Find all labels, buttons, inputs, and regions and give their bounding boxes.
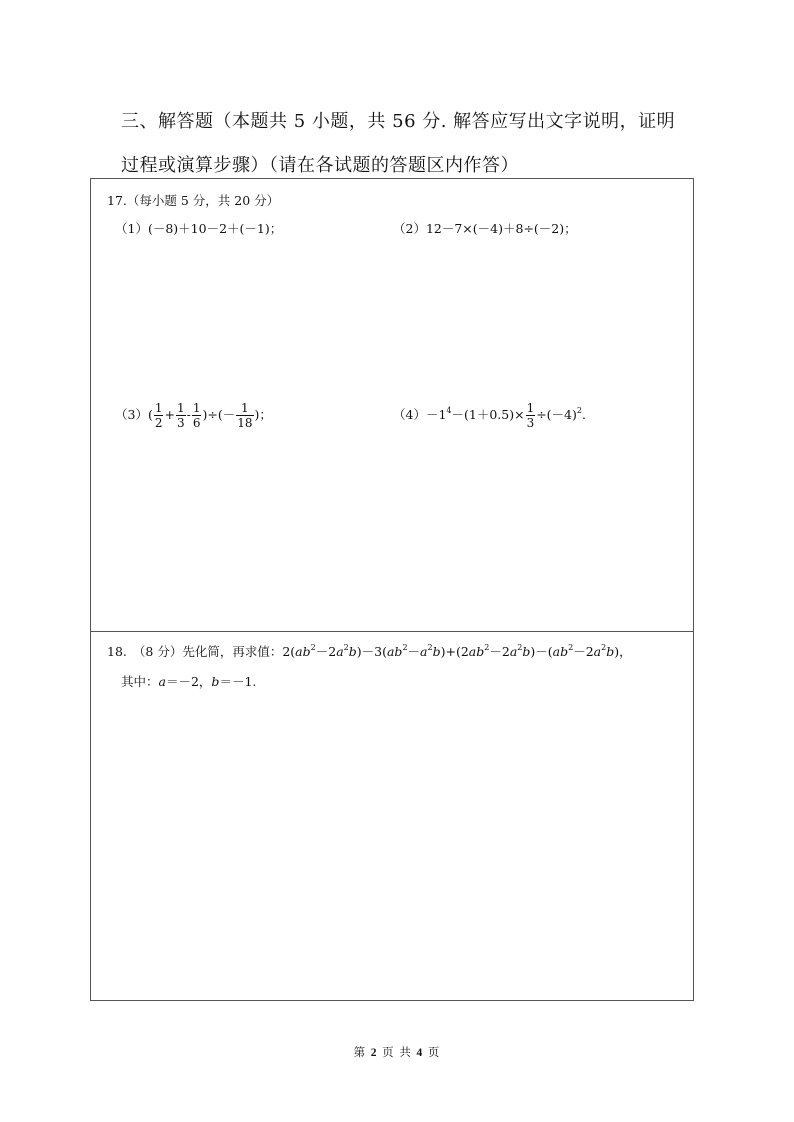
paren-open: ( [147,407,153,422]
denominator: 3 [176,416,185,430]
exponent-4: 4 [446,406,452,415]
fraction-1-2 [154,401,164,430]
expr-part: －2 [315,644,337,659]
denominator: 3 [526,416,535,430]
exp: 2 [568,643,574,652]
fraction-1-3 [176,401,186,430]
expr-part: 2( [282,644,296,659]
expr-part: － [407,644,421,659]
expr-part: －2 [489,644,510,659]
exp: 2 [343,643,349,652]
exp: 2 [484,643,490,652]
exp: 2 [517,643,523,652]
period: . [581,407,586,422]
footer-word: 共 [399,1045,412,1059]
expr-part: )－( [530,644,553,659]
var-a: a [386,644,395,659]
section-title-line1: 三、解答题（本题共 5 小题，共 56 分. 解答应写出文字说明，证明 [121,111,676,132]
section-title-line2: 过程或演算步骤）（请在各试题的答题区内作答） [121,155,519,176]
condition-a-value: ＝－2， [165,674,212,689]
fraction-1-18 [236,401,253,430]
expr-part: )－3( [356,644,387,659]
fraction-1-6 [192,401,202,430]
numerator: 1 [192,401,201,415]
var-b: b [348,644,357,659]
q17-part3 [115,401,272,430]
q17-part3-label: （3） [115,407,148,422]
q18-prompt [107,642,632,662]
var-b: b [211,674,220,689]
condition-b-value: ＝－1. [219,674,257,689]
numerator: 1 [236,401,253,416]
paren-close: )； [254,407,272,422]
footer-word: 第 [353,1045,367,1059]
var-b: b [432,644,441,659]
q18-intro: （8 分）先化简，再求值： [132,644,283,659]
footer-word: 页 [382,1045,395,1059]
divide-segment: )÷(－ [202,407,236,422]
numerator: 1 [176,401,185,415]
minus-sign: - [186,407,191,422]
page-number: 2 [370,1047,378,1059]
numerator: 1 [526,401,535,415]
q18-condition [121,672,256,692]
var-a: a [509,644,518,659]
answer-area-q17[interactable] [90,178,694,632]
var-b: b [302,644,311,659]
var-a: a [552,644,561,659]
exp: 2 [402,643,408,652]
q17-part1: （1）(－8)＋10－2＋(－1)； [115,221,283,236]
exp: 2 [310,643,316,652]
q18-number: 18. [107,644,127,659]
var-a: a [295,644,303,659]
expr-part: －2 [573,644,594,659]
fraction-1-3 [526,401,536,430]
exp: 2 [427,643,433,652]
denominator: 2 [154,416,163,430]
var-b: b [394,644,403,659]
exp: 2 [601,643,607,652]
page-footer [0,1044,794,1060]
exponent-2: 2 [576,406,582,415]
q17-part4 [393,401,586,430]
section-title [121,100,681,188]
q18-expression [282,644,631,659]
var-b: b [560,644,569,659]
var-b: b [606,644,615,659]
term-middle: －(1＋0.5)× [451,407,525,422]
condition-prefix: 其中： [121,674,159,689]
var-a: a [593,644,602,659]
expr-part: )+(2 [440,644,469,659]
q17-header: 17.（每小题 5 分，共 20 分） [107,193,280,208]
expr-part: )， [614,644,632,659]
var-b: b [522,644,531,659]
q17-part4-label: （4） [393,407,426,422]
var-a: a [468,644,477,659]
answer-area-q18[interactable] [90,631,694,1001]
var-b: b [476,644,485,659]
plus-sign: + [164,407,175,422]
denominator: 6 [192,416,201,430]
var-a: a [158,674,166,689]
term-divide: ÷(－4) [536,407,577,422]
var-a: a [420,644,428,659]
denominator: 18 [237,416,253,430]
footer-word: 页 [427,1045,441,1059]
var-a: a [336,644,344,659]
term-neg-one: －1 [425,407,447,422]
numerator: 1 [154,401,163,415]
q17-part2: （2）12－7×(－4)＋8÷(－2)； [393,221,577,236]
page-total: 4 [416,1047,424,1059]
